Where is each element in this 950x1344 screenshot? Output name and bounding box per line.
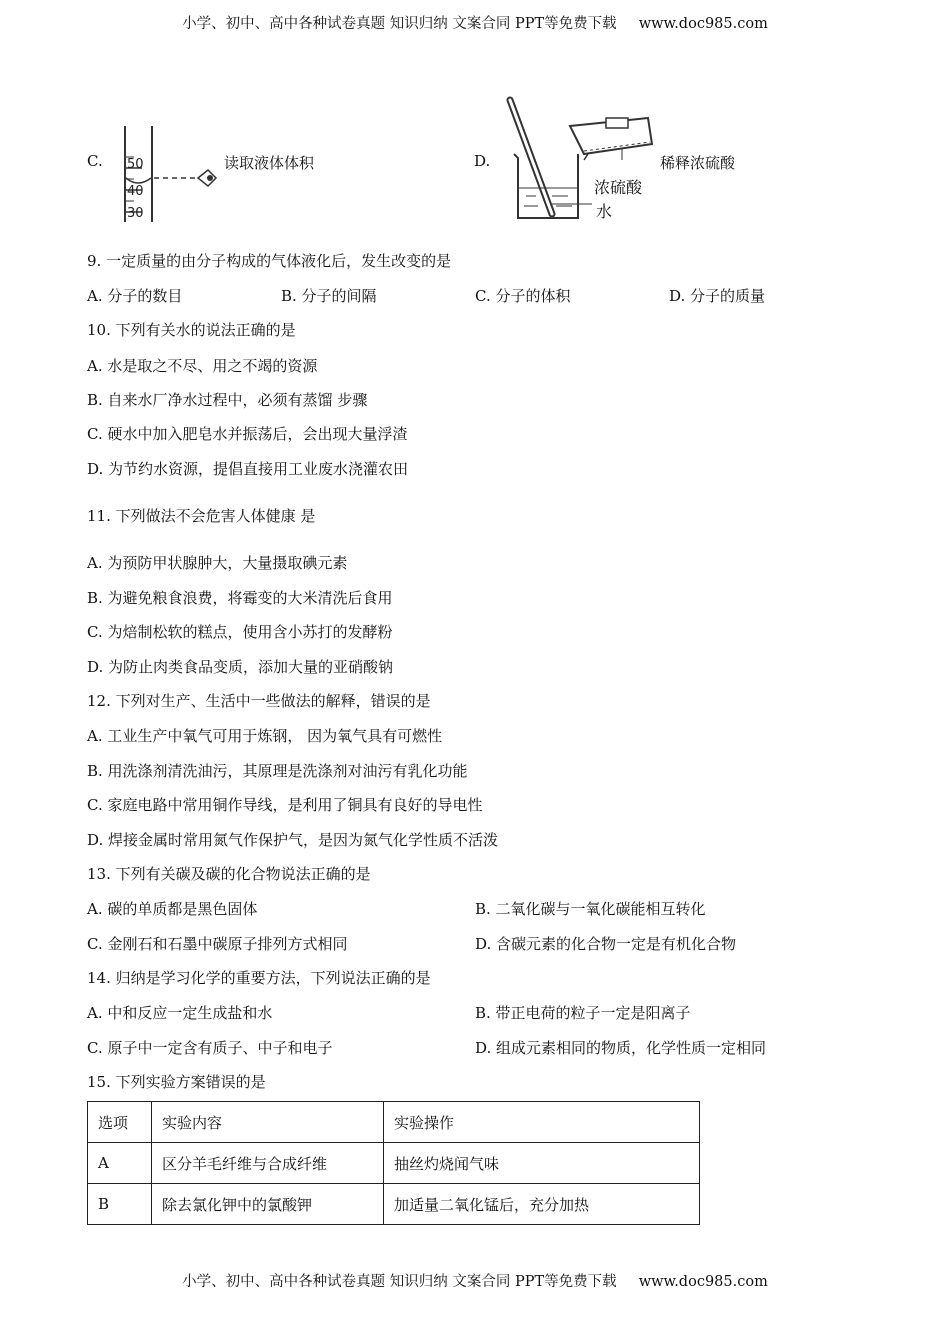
beaker <box>514 154 578 218</box>
q15-table <box>87 1101 700 1225</box>
q12-option-d: D. 焊接金属时常用氮气作保护气，是因为氮气化学性质不活泼 <box>87 831 499 849</box>
q11-stem: 11. 下列做法不会危害人体健康 是 <box>87 507 316 525</box>
q11-option-c: C. 为焙制松软的糕点，使用含小苏打的发酵粉 <box>87 623 393 641</box>
label-water: 水 <box>596 202 613 221</box>
table-cell: 区分羊毛纤维与合成纤维 <box>152 1143 384 1184</box>
q8-option-c-letter: C. <box>87 152 103 170</box>
header-site[interactable]: www.doc985.com <box>638 16 768 32</box>
q9-option-d: D. 分子的质量 <box>669 287 766 305</box>
eye-icon <box>198 170 216 186</box>
q8-option-d-caption: 稀释浓硫酸 <box>660 154 736 172</box>
q9-stem: 9. 一定质量的由分子构成的气体液化后，发生改变的是 <box>87 252 452 270</box>
q11-option-a: A. 为预防甲状腺肿大，大量摄取碘元素 <box>87 554 348 572</box>
graduated-cylinder-diagram <box>118 120 228 228</box>
q14-option-a: A. 中和反应一定生成盐和水 <box>87 1004 273 1022</box>
label-concentrated-acid: 浓硫酸 <box>594 178 643 197</box>
q11-option-b: B. 为避免粮食浪费，将霉变的大米清洗后食用 <box>87 589 393 607</box>
table-cell: 除去氯化钾中的氯酸钾 <box>152 1184 384 1225</box>
q13-option-b: B. 二氧化碳与一氧化碳能相互转化 <box>475 900 706 918</box>
table-cell: 抽丝灼烧闻气味 <box>384 1143 700 1184</box>
q9-option-a: A. 分子的数目 <box>87 287 183 305</box>
tick-label-50: 50 <box>127 157 144 172</box>
q14-option-c: C. 原子中一定含有质子、中子和电子 <box>87 1039 333 1057</box>
footer-site[interactable]: www.doc985.com <box>638 1274 768 1290</box>
tick-label-30: 30 <box>127 206 144 221</box>
q15-stem: 15. 下列实验方案错误的是 <box>87 1073 266 1091</box>
q14-stem: 14. 归纳是学习化学的重要方法，下列说法正确的是 <box>87 969 431 987</box>
q8-option-c-caption: 读取液体体积 <box>224 154 315 172</box>
table-cell: B <box>88 1184 152 1225</box>
q12-option-a: A. 工业生产中氧气可用于炼钢， 因为氧气具有可燃性 <box>87 727 443 745</box>
dilution-diagram <box>502 96 662 224</box>
q12-stem: 12. 下列对生产、生活中一些做法的解释，错误的是 <box>87 692 431 710</box>
q10-stem: 10. 下列有关水的说法正确的是 <box>87 321 296 339</box>
table-header-cell: 实验内容 <box>152 1102 384 1143</box>
table-header-row <box>88 1102 700 1143</box>
q12-option-b: B. 用洗涤剂清洗油污，其原理是洗涤剂对油污有乳化功能 <box>87 762 468 780</box>
table-cell: 加适量二氧化锰后，充分加热 <box>384 1184 700 1225</box>
q14-option-b: B. 带正电荷的粒子一定是阳离子 <box>475 1004 691 1022</box>
table-row <box>88 1184 700 1225</box>
footer-text: 小学、初中、高中各种试卷真题 知识归纳 文案合同 PPT等免费下载 <box>182 1274 617 1290</box>
q10-option-d: D. 为节约水资源，提倡直接用工业废水浇灌农田 <box>87 460 409 478</box>
page-footer <box>0 1270 950 1291</box>
q13-stem: 13. 下列有关碳及碳的化合物说法正确的是 <box>87 865 371 883</box>
q10-option-b: B. 自来水厂净水过程中，必须有蒸馏 步骤 <box>87 391 368 409</box>
table-row <box>88 1143 700 1184</box>
q12-option-c: C. 家庭电路中常用铜作导线，是利用了铜具有良好的导电性 <box>87 796 483 814</box>
q13-option-a: A. 碳的单质都是黑色固体 <box>87 900 258 918</box>
q8-option-d-letter: D. <box>474 152 491 170</box>
page-header <box>0 12 950 33</box>
table-header-cell: 选项 <box>88 1102 152 1143</box>
q13-option-d: D. 含碳元素的化合物一定是有机化合物 <box>475 935 737 953</box>
tick-label-40: 40 <box>127 184 144 199</box>
header-text: 小学、初中、高中各种试卷真题 知识归纳 文案合同 PPT等免费下载 <box>182 16 617 32</box>
table-cell: A <box>88 1143 152 1184</box>
q14-option-d: D. 组成元素相同的物质，化学性质一定相同 <box>475 1039 767 1057</box>
q10-option-c: C. 硬水中加入肥皂水并振荡后，会出现大量浮渣 <box>87 425 408 443</box>
q11-option-d: D. 为防止肉类食品变质，添加大量的亚硝酸钠 <box>87 658 394 676</box>
table-header-cell: 实验操作 <box>384 1102 700 1143</box>
q9-option-b: B. 分子的间隔 <box>281 287 377 305</box>
q9-option-c: C. 分子的体积 <box>475 287 571 305</box>
q13-option-c: C. 金刚石和石墨中碳原子排列方式相同 <box>87 935 348 953</box>
q10-option-a: A. 水是取之不尽、用之不竭的资源 <box>87 357 318 375</box>
